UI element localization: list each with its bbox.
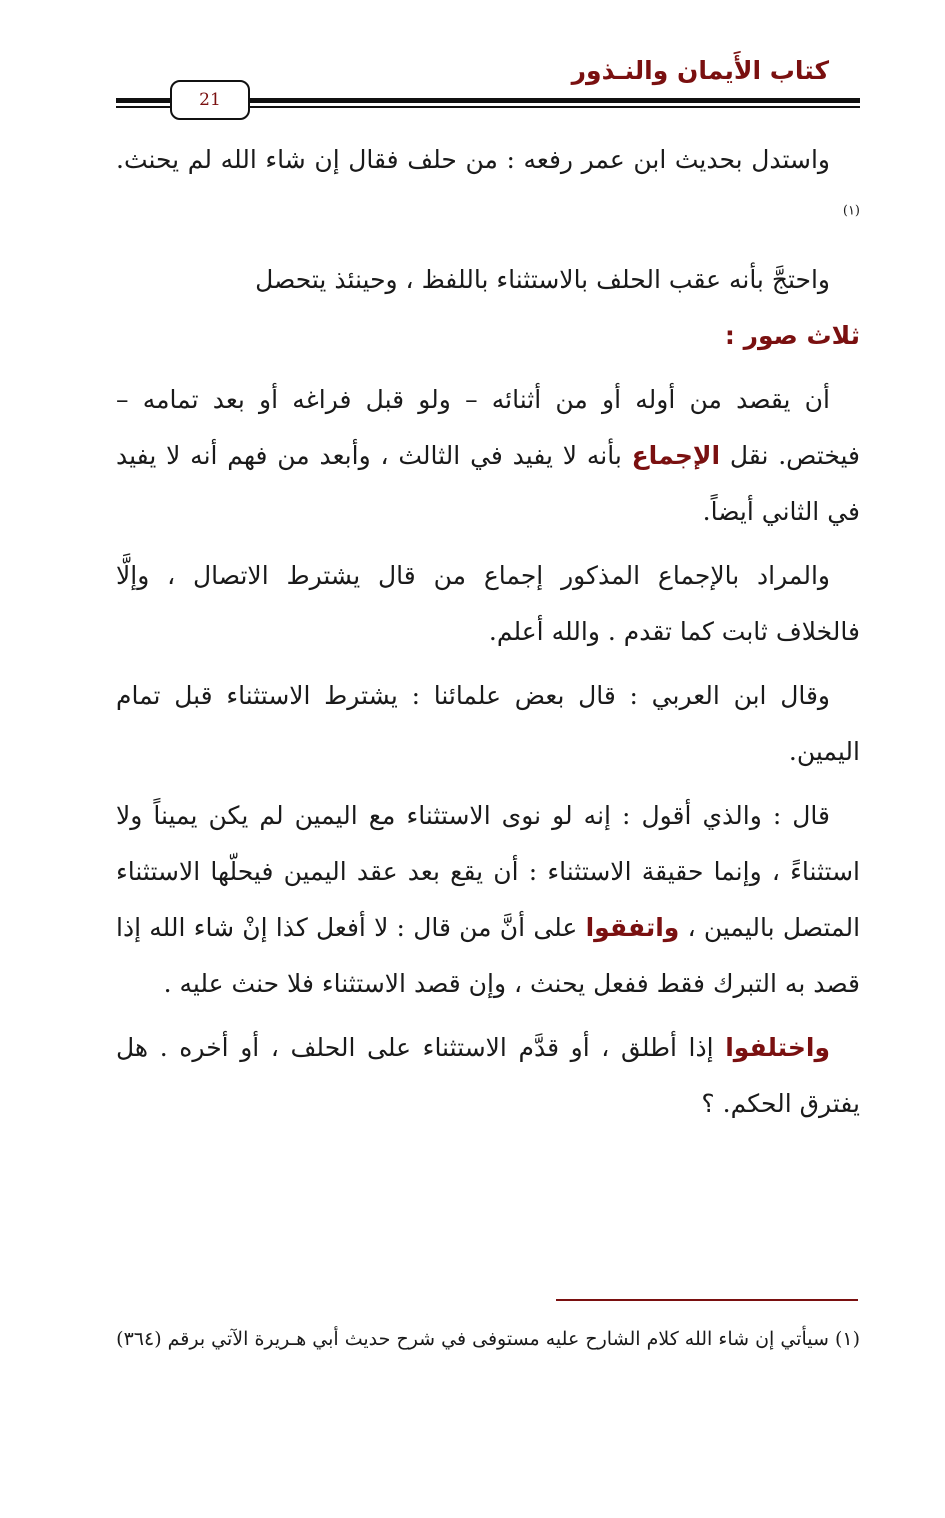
- paragraph-3-before: أن يقصد من أوله أو من أثنائه – ولو قبل فراغه أو بعد تمامه – فيختص. نقل: [116, 385, 860, 470]
- highlight-term: واختلفوا: [725, 1033, 830, 1062]
- paragraph-2: [116, 252, 860, 364]
- paragraph-6-after: على أنَّ من قال : لا أفعل كذا إنْ شاء الله إذا قصد به التبرك فقط ففعل يحنث ، وإن قصد الاستثناء فلا حنث عليه .: [116, 913, 860, 998]
- book-title: كتاب الأَيمان والنـذور: [571, 56, 829, 85]
- paragraph-4: [116, 548, 860, 660]
- paragraph-4-text: والمراد بالإجماع المذكور إجماع من قال يشترط الاتصال ، وإلَّا فالخلاف ثابت كما تقدم . والله أعلم.: [116, 561, 860, 646]
- paragraph-6: [116, 788, 860, 1012]
- paragraph-6-before: قال : والذي أقول : إنه لو نوى الاستثناء مع اليمين لم يكن يميناً ولا استثناءً ، وإنما حقيقة الاستثناء : أن يقع بعد عقد اليمين فيحلّها الاستثناء المتصل باليمين ،: [116, 801, 861, 942]
- main-text: [116, 132, 860, 1140]
- section-heading: ثلاث صور :: [724, 321, 860, 350]
- paragraph-7-after: إذا أطلق ، أو قدَّم الاستثناء على الحلف ، أو أخره . هل يفترق الحكم. ؟: [116, 1033, 860, 1118]
- paragraph-5-text: وقال ابن العربي : قال بعض علمائنا : يشترط الاستثناء قبل تمام اليمين.: [116, 681, 860, 766]
- page-number: 21: [170, 80, 250, 120]
- paragraph-1-text: واستدل بحديث ابن عمر رفعه : من حلف فقال إن شاء الله لم يحنث.: [116, 145, 830, 174]
- paragraph-7: [116, 1020, 860, 1132]
- footnote-divider: [556, 1299, 858, 1301]
- paragraph-5: [116, 668, 860, 780]
- highlight-term: واتفقوا: [585, 913, 680, 942]
- footnote: [116, 1322, 860, 1356]
- highlight-term: الإجماع: [631, 441, 721, 470]
- footnote-reference[interactable]: (١): [842, 203, 860, 219]
- paragraph-1: [116, 132, 860, 244]
- paragraph-3-after: بأنه لا يفيد في الثالث ، وأبعد من فهم أنه لا يفيد في الثاني أيضاً.: [116, 441, 860, 526]
- paragraph-3: [116, 372, 860, 540]
- footnote-text: (١) سيأتي إن شاء الله كلام الشارح عليه مستوفى في شرح حديث أبي هـريرة الآتي برقم (٣٦٤): [116, 1328, 860, 1350]
- paragraph-2-text: واحتجَّ بأنه عقب الحلف بالاستثناء باللفظ ، وحينئذ يتحصل: [255, 265, 830, 294]
